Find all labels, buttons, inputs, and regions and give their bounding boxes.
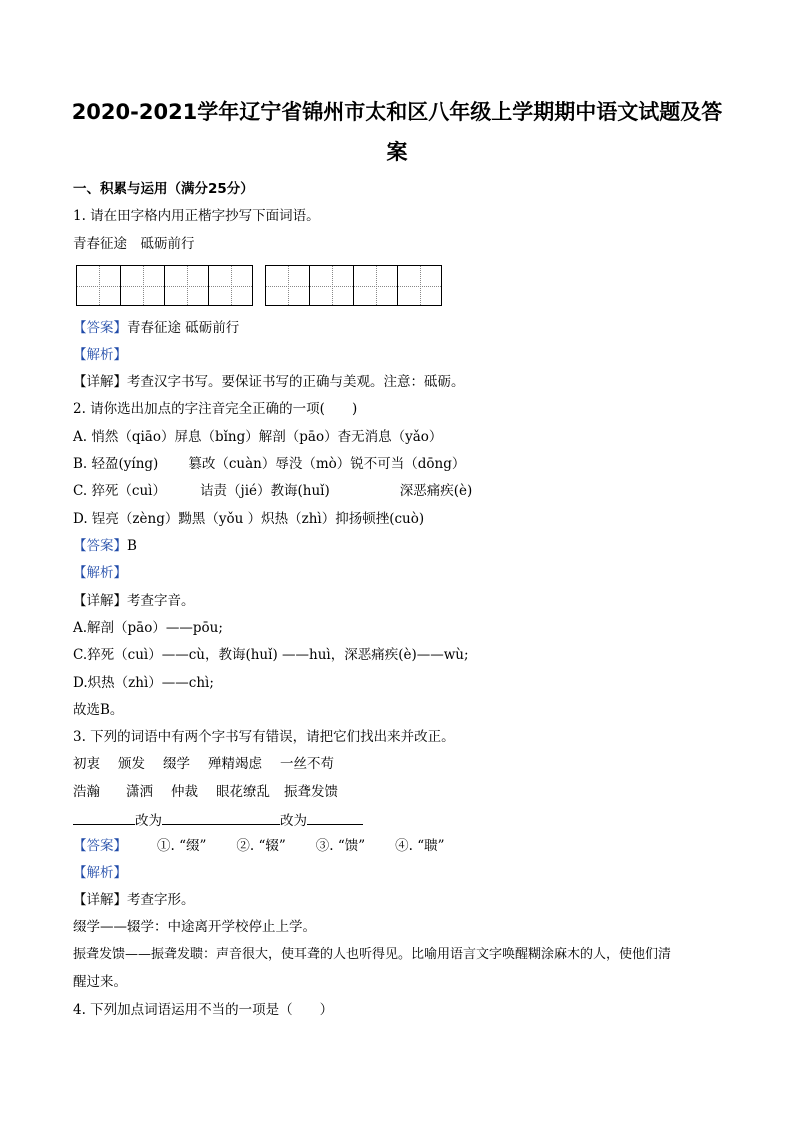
option-c-part2: 诘责（jié）教诲(huǐ)	[200, 483, 330, 499]
q2-conclusion: 故选B。	[73, 702, 124, 718]
detail-text: 考查汉字书写。要保证书写的正确与美观。注意：砥砺。	[127, 374, 465, 390]
answer-tag: 【答案】	[73, 320, 127, 336]
q1-detail	[73, 373, 465, 391]
word: 初衷	[73, 756, 100, 772]
q2-answer	[73, 537, 137, 555]
writing-grid-left[interactable]	[76, 265, 252, 307]
grid-cell[interactable]	[353, 265, 398, 306]
word: 缀学	[163, 756, 190, 772]
word: 眼花缭乱	[216, 784, 270, 800]
q3-word-row-1	[73, 755, 334, 773]
word: 振聋发馈	[284, 784, 338, 800]
q2-option-c	[73, 482, 472, 500]
writing-grid-right[interactable]	[265, 265, 441, 307]
option-b-part1: B. 轻盈(yíng)	[73, 456, 159, 472]
q3-word-row-2	[73, 783, 338, 801]
q3-answer	[73, 837, 445, 855]
q2-explain-d: D.炽热（zhì）——chì;	[73, 675, 214, 691]
option-b-part2: 篡改（cuàn）辱没（mò）锐不可当（dōng）	[188, 456, 466, 472]
q3-analysis-tag: 【解析】	[73, 865, 127, 881]
q4-prompt: 4. 下列加点词语运用不当的一项是（ ）	[73, 1002, 334, 1018]
detail-text: 考查字音。	[127, 593, 195, 609]
q1-prompt: 1. 请在田字格内用正楷字抄写下面词语。	[73, 208, 320, 224]
grid-cell[interactable]	[309, 265, 354, 306]
option-c-part1: C. 猝死（cuì）	[73, 483, 167, 499]
answer-2: ②. “辍”	[236, 838, 286, 854]
grid-cell[interactable]	[76, 265, 121, 306]
q1-analysis-tag: 【解析】	[73, 347, 127, 363]
word: 浩瀚	[73, 784, 100, 800]
grid-cell[interactable]	[208, 265, 253, 306]
grid-cell[interactable]	[120, 265, 165, 306]
answer-4: ④. “聩”	[395, 838, 445, 854]
word: 仲裁	[171, 784, 198, 800]
q2-option-a: A. 悄然（qiāo）屏息（bǐng）解剖（pāo）杳无消息（yǎo）	[73, 429, 443, 445]
answer-tag: 【答案】	[73, 838, 127, 854]
blank-1[interactable]	[73, 810, 135, 825]
q2-detail	[73, 592, 195, 610]
grid-cell[interactable]	[265, 265, 310, 306]
word: 颁发	[118, 756, 145, 772]
section-heading: 一、积累与运用（满分25分）	[73, 181, 254, 197]
q3-explain-2: 振聋发馈——振聋发聩：声音很大，使耳聋的人也听得见。比喻用语言文字唤醒糊涂麻木的人，使他们清	[73, 947, 672, 962]
q2-explain-a: A.解剖（pāo）——pōu;	[73, 620, 223, 636]
answer-text: B	[127, 538, 137, 554]
word: 一丝不苟	[280, 756, 334, 772]
q3-explain-2-cont: 醒过来。	[73, 974, 127, 990]
word: 殚精竭虑	[208, 756, 262, 772]
title-line-1: 2020-2021学年辽宁省锦州市太和区八年级上学期期中语文试题及答	[71, 100, 723, 124]
grid-cell[interactable]	[164, 265, 209, 306]
detail-tag: 【详解】	[73, 593, 127, 609]
answer-text: 青春征途 砥砺前行	[127, 320, 240, 336]
answer-3: ③. “馈”	[315, 838, 366, 854]
option-c-part3: 深恶痛疾(è)	[399, 483, 473, 499]
q2-analysis-tag: 【解析】	[73, 565, 127, 581]
q3-prompt: 3. 下列的词语中有两个字书写有错误，请把它们找出来并改正。	[73, 729, 455, 745]
blank-3[interactable]	[307, 810, 363, 825]
change-label: 改为	[135, 813, 162, 829]
q3-fill-line	[73, 810, 363, 830]
q2-option-b	[73, 455, 465, 473]
grid-cell[interactable]	[397, 265, 442, 306]
q2-prompt: 2. 请你选出加点的字注音完全正确的一项( )	[73, 401, 358, 417]
q3-explain-1: 缀学——辍学：中途离开学校停止上学。	[73, 919, 316, 935]
title-line-2: 案	[386, 140, 408, 164]
q2-explain-c: C.猝死（cuì）——cù，教诲(huǐ) ——huì，深恶痛疾(è)——wù;	[73, 647, 469, 663]
blank-2[interactable]	[162, 810, 280, 825]
q1-words: 青春征途 砥砺前行	[73, 236, 195, 252]
answer-tag: 【答案】	[73, 538, 127, 554]
detail-tag: 【详解】	[73, 892, 127, 908]
detail-text: 考查字形。	[127, 892, 195, 908]
change-label: 改为	[280, 813, 307, 829]
q1-answer	[73, 319, 239, 337]
q2-option-d: D. 锃亮（zèng）黝黑（yǒu ）炽热（zhì）抑扬顿挫(cuò)	[73, 511, 425, 527]
q3-detail	[73, 891, 195, 909]
word: 潇洒	[126, 784, 153, 800]
document-title	[60, 92, 734, 172]
detail-tag: 【详解】	[73, 374, 127, 390]
answer-1: ①. “缀”	[157, 838, 207, 854]
